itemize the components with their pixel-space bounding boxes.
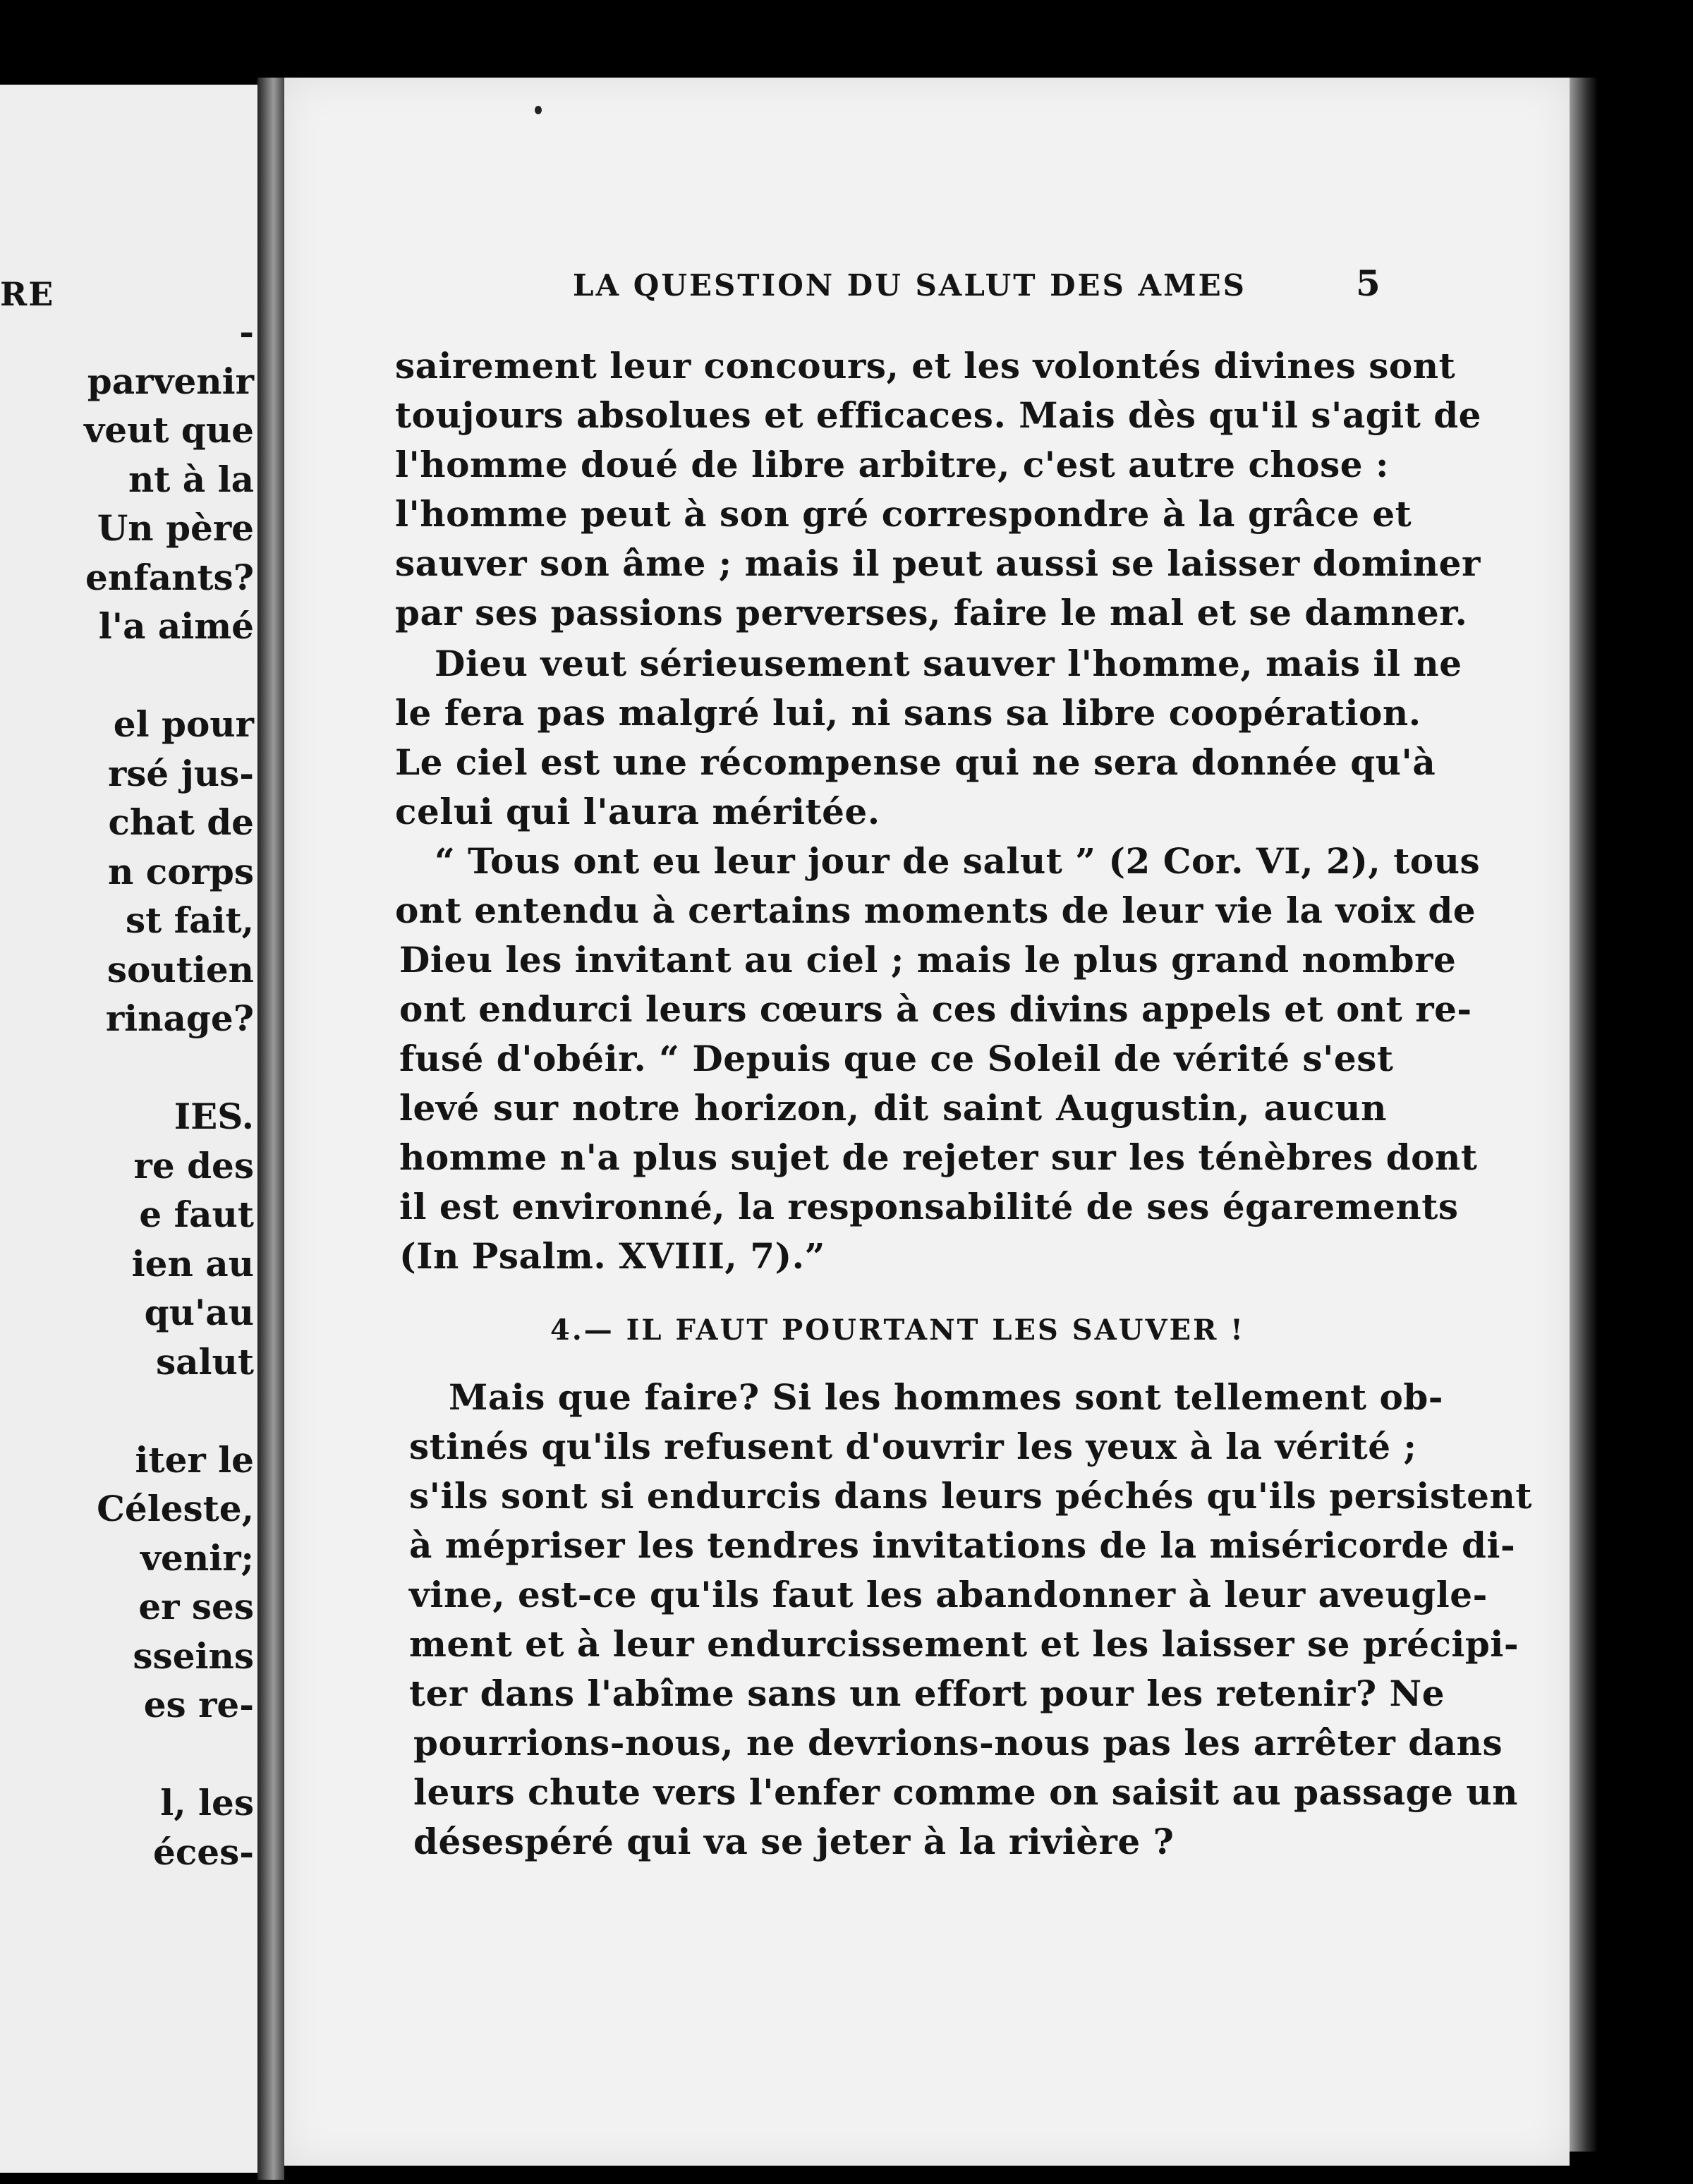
left-page-line: re des bbox=[133, 1144, 254, 1187]
body-line: ter dans l'abîme sans un effort pour les retenir? Ne bbox=[409, 1673, 1445, 1714]
left-facing-page bbox=[0, 85, 257, 2173]
ink-speck bbox=[535, 106, 542, 114]
body-line: leurs chute vers l'enfer comme on saisit au passage un bbox=[413, 1771, 1519, 1813]
page-number: 5 bbox=[1356, 262, 1381, 304]
left-page-line: es re- bbox=[143, 1684, 254, 1725]
body-line: Dieu veut sérieusement sauver l'homme, mais il ne bbox=[435, 643, 1462, 684]
body-line: à mépriser les tendres invitations de la miséricorde di- bbox=[409, 1524, 1516, 1566]
body-line: désespéré qui va se jeter à la rivière ? bbox=[413, 1821, 1175, 1862]
left-running-head-fragment: RE bbox=[0, 275, 55, 313]
body-line: toujours absolues et efficaces. Mais dès qu'il s'agit de bbox=[395, 394, 1481, 436]
body-line: l'homme doué de libre arbitre, c'est autre chose : bbox=[395, 444, 1389, 485]
left-page-line: st fait, bbox=[125, 899, 254, 941]
left-page-line: parvenir bbox=[87, 360, 254, 402]
body-line: celui qui l'aura méritée. bbox=[395, 791, 880, 832]
left-page-line: chat de bbox=[108, 801, 254, 843]
left-page-line: rsé jus- bbox=[107, 752, 254, 794]
body-line: ment et à leur endurcissement et les laisser se précipi- bbox=[409, 1623, 1519, 1665]
body-line: l'homme peut à son gré correspondre à la grâce et bbox=[395, 493, 1412, 535]
left-page-line: sseins bbox=[133, 1634, 254, 1677]
left-page-line: éces- bbox=[153, 1831, 254, 1873]
body-line: levé sur notre horizon, dit saint Augustin, aucun bbox=[399, 1087, 1387, 1129]
left-page-line: iter le bbox=[135, 1438, 254, 1481]
left-page-line: l'a aimé bbox=[98, 605, 254, 647]
body-line: ont entendu à certains moments de leur vie la voix de bbox=[395, 890, 1476, 931]
body-line: le fera pas malgré lui, ni sans sa libre coopération. bbox=[395, 692, 1421, 734]
left-page-line: l, les bbox=[160, 1782, 254, 1824]
book-gutter bbox=[257, 78, 284, 2180]
left-page-line: venir; bbox=[140, 1536, 254, 1579]
left-page-line: IES. bbox=[174, 1096, 254, 1137]
left-page-line: nt à la bbox=[128, 458, 254, 500]
body-line: vine, est-ce qu'ils faut les abandonner à leur aveugle- bbox=[409, 1574, 1488, 1615]
body-line: s'ils sont si endurcis dans leurs péchés qu'ils persistent bbox=[409, 1475, 1532, 1517]
body-line: Mais que faire? Si les hommes sont tellement ob- bbox=[449, 1376, 1444, 1418]
body-line: ont endurci leurs cœurs à ces divins appels et ont re- bbox=[399, 988, 1472, 1030]
body-line: “ Tous ont eu leur jour de salut ” (2 Cor. VI, 2), tous bbox=[435, 840, 1481, 882]
left-page-line: n corps bbox=[107, 850, 254, 892]
left-page-line: qu'au bbox=[144, 1292, 254, 1333]
left-page-line: - bbox=[239, 311, 254, 353]
left-page-line: enfants? bbox=[85, 556, 254, 598]
body-line: sauver son âme ; mais il peut aussi se laisser dominer bbox=[395, 542, 1481, 584]
section-heading: 4.— IL FAUT POURTANT LES SAUVER ! bbox=[550, 1314, 1245, 1347]
left-page-line: e faut bbox=[139, 1194, 254, 1235]
body-line: homme n'a plus sujet de rejeter sur les ténèbres dont bbox=[399, 1136, 1478, 1178]
left-page-line: Un père bbox=[97, 507, 254, 549]
left-page-line: Céleste, bbox=[97, 1488, 254, 1529]
left-page-line: ien au bbox=[131, 1242, 254, 1285]
body-line: il est environné, la responsabilité de ses égarements bbox=[399, 1186, 1459, 1227]
body-line: fusé d'obéir. “ Depuis que ce Soleil de vérité s'est bbox=[399, 1038, 1394, 1079]
body-line: stinés qu'ils refusent d'ouvrir les yeux à la vérité ; bbox=[409, 1426, 1417, 1467]
left-page-line: salut bbox=[156, 1340, 254, 1383]
left-page-line: er ses bbox=[138, 1586, 254, 1627]
left-page-line: soutien bbox=[107, 948, 254, 990]
running-head: LA QUESTION DU SALUT DES AMES bbox=[573, 268, 1246, 303]
body-line: Dieu les invitant au ciel ; mais le plus grand nombre bbox=[399, 939, 1457, 981]
body-line: Le ciel est une récompense qui ne sera donnée qu'à bbox=[395, 741, 1436, 783]
left-page-line: rinage? bbox=[105, 997, 254, 1039]
body-line: pourrions-nous, ne devrions-nous pas les arrêter dans bbox=[413, 1722, 1503, 1764]
left-page-line: veut que bbox=[84, 409, 254, 451]
body-line: sairement leur concours, et les volontés divines sont bbox=[395, 345, 1456, 387]
body-line: par ses passions perverses, faire le mal et se damner. bbox=[395, 592, 1468, 633]
body-line: (In Psalm. XVIII, 7).” bbox=[399, 1235, 825, 1277]
page-edge-shadow bbox=[1570, 78, 1598, 2152]
left-page-line: el pour bbox=[113, 703, 254, 745]
